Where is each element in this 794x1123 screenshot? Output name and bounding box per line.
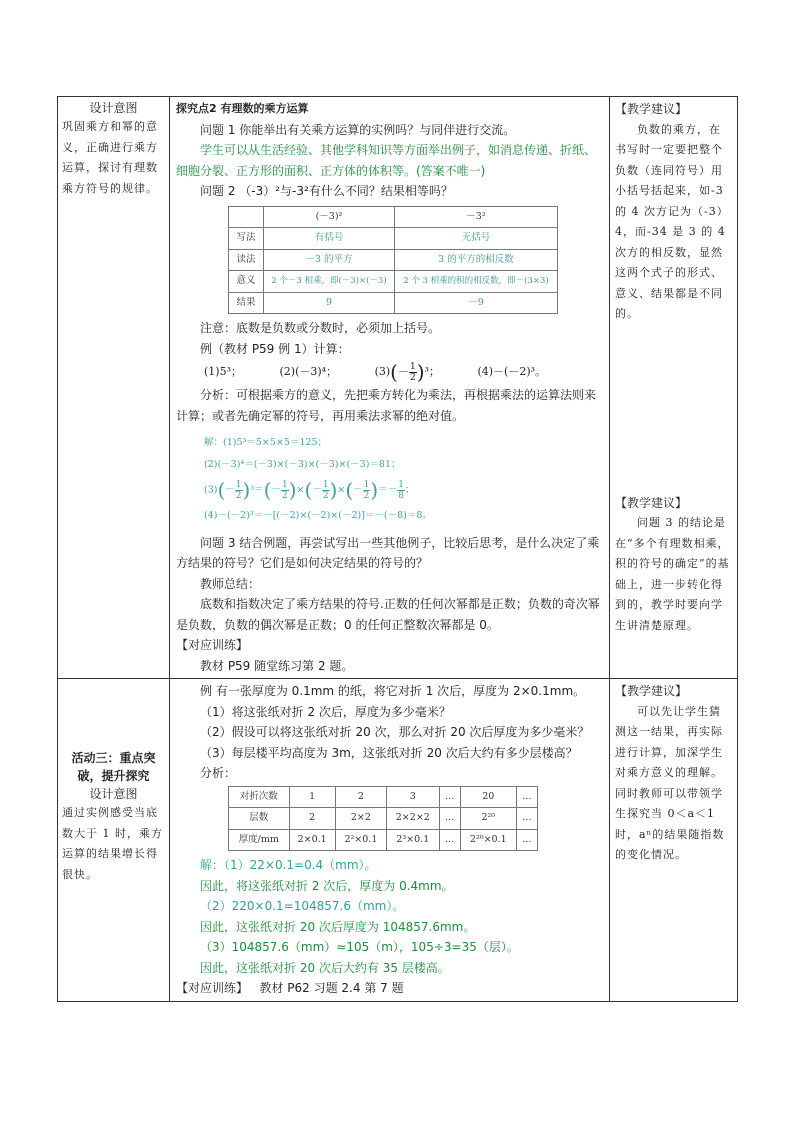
- table-cell: 意义: [229, 271, 264, 293]
- example-item-4: (4)－(－2)³。: [477, 365, 547, 378]
- example-items: [176, 359, 603, 385]
- example-item-2: (2)(－3)⁴；: [279, 365, 338, 378]
- content-cell-2: [170, 679, 610, 1002]
- design-intent-cell-1: [58, 97, 170, 679]
- fold-table: [228, 786, 538, 852]
- table-cell: －9: [394, 292, 557, 314]
- fold-analysis-label: 分析：: [200, 766, 237, 780]
- training-label-2: 【对应训练】: [176, 981, 249, 995]
- teaching-suggestion-text-1: 负数的乘方，在书写时一定要把整个负数（连同符号）用小括号括起来，如-3 的 4 次方记为（-3）4，而-34 是 3 的 4 次方的相反数，显然这两个式子的形式、意义、结果都是不同的。: [615, 122, 729, 320]
- solution-line-4: (4)－(－2)³＝－[(－2)×(－2)×(－2)]＝－(－8)＝8。: [204, 509, 432, 521]
- compare-table: [228, 206, 558, 315]
- fold-question-1: （1）将这张纸对折 2 次后，厚度为多少毫米？: [200, 704, 451, 719]
- fold-answer-1b: 因此，将这张纸对折 2 次后，厚度为 0.4mm。: [200, 878, 454, 893]
- question-3: 问题 3 结合例题，再尝试写出一些其他例子，比较后思考，是什么决定了乘方结果的符号？它们是如何决定结果的符号的？: [176, 535, 600, 570]
- fold-answer-3: （3）104857.6（mm）≈105（m），105÷3=35（层）。: [200, 940, 519, 954]
- teaching-suggestion-tag-3: 【教学建议】: [615, 684, 688, 698]
- suggestion-cell-1: [610, 97, 738, 679]
- table-cell: 3 的平方的相反数: [394, 249, 557, 271]
- section-heading: 探究点2 有理数的乘方运算: [176, 102, 309, 115]
- teaching-suggestion-text-2: 问题 3 的结论是在“多个有理数相乘，积的符号的确定”的基础上，进一步转化得到的，教学时要向学生讲清楚原理。: [615, 516, 730, 632]
- table-cell: 2 个 3 相乘的积的相反数，即－(3×3): [394, 271, 557, 293]
- table-cell: 厚度/mm: [229, 829, 290, 851]
- row-activity-3: [58, 679, 738, 1002]
- teaching-suggestion-tag-1: 【教学建议】: [615, 102, 688, 116]
- table-cell: 3: [386, 786, 439, 808]
- table-cell: …: [516, 786, 537, 808]
- compare-row-meaning: [229, 271, 558, 293]
- example-item-1: (1)5³；: [204, 365, 242, 378]
- table-cell: 9: [264, 292, 395, 314]
- table-cell: …: [516, 829, 537, 851]
- training-text-1: 教材 P59 随堂练习第 2 题。: [200, 658, 354, 673]
- design-intent-text: 巩固乘方和幂的意义，正确进行乘方运算，探讨有理数乘方符号的规律。: [62, 120, 158, 195]
- table-cell: 无括号: [394, 228, 557, 250]
- table-cell: 层数: [229, 808, 290, 830]
- table-cell: 有括号: [264, 228, 395, 250]
- table-cell: 2²×0.1: [335, 829, 386, 851]
- teacher-summary: 底数和指数决定了乘方结果的符号.正数的任何次幂都是正数；负数的奇次幂是负数，负数的偶次幂是正数；0 的任何正整数次幂都是 0。: [176, 597, 600, 632]
- row-explore-point-2: [58, 97, 738, 679]
- table-cell: …: [439, 808, 460, 830]
- table-cell: 2²⁰×0.1: [460, 829, 516, 851]
- example-item-3: (3)(－ $\frac{1}{2}$ )³；: [374, 360, 440, 384]
- design-intent-cell-2: [58, 679, 170, 1002]
- compare-header-b: －3²: [394, 206, 557, 228]
- table-cell: …: [439, 829, 460, 851]
- question-2: 问题 2 （-3）²与-3²有什么不同？结果相等吗？: [200, 184, 453, 198]
- table-cell: 2×2×2: [386, 808, 439, 830]
- note: 注意：底数是负数或分数时，必须加上括号。: [200, 321, 441, 335]
- fold-answer-2b: 因此，这张纸对折 20 次后厚度为 104857.6mm。: [200, 919, 476, 934]
- training-text-2: 教材 P62 习题 2.4 第 7 题: [259, 981, 404, 995]
- table-cell: 读法: [229, 249, 264, 271]
- compare-row-reading: [229, 249, 558, 271]
- design-intent-title-2: 设计意图: [89, 787, 138, 801]
- fold-row-count: [229, 786, 538, 808]
- table-cell: 1: [289, 786, 335, 808]
- compare-header-a: (－3)²: [264, 206, 395, 228]
- design-intent-title: 设计意图: [89, 101, 138, 115]
- teaching-suggestion-tag-2: 【教学建议】: [615, 495, 688, 510]
- design-intent-text-2: 通过实例感受当底数大于 1 时，乘方运算的结果增长得很快。: [62, 806, 163, 881]
- fold-example: 例 有一张厚度为 0.1mm 的纸，将它对折 1 次后，厚度为 2×0.1mm。: [200, 684, 586, 698]
- compare-header-blank: [229, 206, 264, 228]
- teacher-summary-label: 教师总结：: [200, 576, 261, 591]
- solution-line-1: 解：(1)5³＝5×5×5＝125；: [204, 437, 327, 448]
- table-cell: 2²⁰: [460, 808, 516, 830]
- question-1-answer: 学生可以从生活经验、其他学科知识等方面举出例子，如消息传递、折纸、细胞分裂、正方形的面积、正方体的体积等。(答案不唯一): [176, 143, 597, 178]
- table-cell: 2: [289, 808, 335, 830]
- solution-line-2: (2)(－3)⁴＝(－3)×(－3)×(－3)×(－3)＝81；: [204, 459, 401, 470]
- table-cell: 写法: [229, 228, 264, 250]
- compare-row-writing: [229, 228, 558, 250]
- table-cell: 2³×0.1: [386, 829, 439, 851]
- training-label-1: 【对应训练】: [176, 638, 249, 652]
- question-1: 问题 1 你能举出有关乘方运算的实例吗？与同伴进行交流。: [200, 122, 516, 137]
- analysis: 分析：可根据乘方的意义，先把乘方转化为乘法，再根据乘法的运算法则来计算；或者先确定幂的符号，再用乘法求幂的绝对值。: [176, 388, 597, 423]
- fold-table-wrap: [176, 784, 603, 856]
- main-table: [57, 96, 738, 1002]
- table-cell: 20: [460, 786, 516, 808]
- table-cell: 2: [335, 786, 386, 808]
- fold-answer-2: （2）220×0.1=104857.6（mm）。: [200, 899, 405, 913]
- compare-table-wrap: [176, 202, 603, 319]
- example-intro: 例（教材 P59 例 1）计算：: [200, 341, 350, 356]
- teaching-suggestion-text-3: 可以先让学生猜测这一结果，再实际进行计算，加深学生对乘方意义的理解。同时教师可以带领学生探究当 0＜a＜1 时，aⁿ的结果随指数的变化情况。: [615, 704, 725, 861]
- fold-question-2: （2）假设可以将这张纸对折 20 次，那么对折 20 次后厚度为多少毫米？: [200, 725, 590, 739]
- solution-line-3: (3)(－ $\frac{1}{2}$ )³＝(－ $\frac{1}{2}$ )×(－ $\frac{1}{2}$ )×(－ $\frac{1}{2}$ )＝－ $\frac{1}{8}$ ；: [204, 478, 415, 502]
- table-cell: 对折次数: [229, 786, 290, 808]
- fold-answer-1: 解：（1）22×0.1=0.4（mm）。: [200, 858, 377, 872]
- table-cell: 2×2: [335, 808, 386, 830]
- lesson-plan-table: [57, 96, 737, 993]
- content-cell-1: [170, 97, 610, 679]
- table-cell: 2 个－3 相乘，即(－3)×(－3): [264, 271, 395, 293]
- training-2: [176, 978, 603, 999]
- fold-row-thickness: [229, 829, 538, 851]
- fold-question-3: （3）每层楼平均高度为 3m，这张纸对折 20 次后大约有多少层楼高？: [200, 745, 578, 760]
- fold-row-layers: [229, 808, 538, 830]
- table-cell: …: [439, 786, 460, 808]
- activity-title-2: 破，提升探究: [77, 769, 150, 783]
- activity-title-1: 活动三：重点突: [71, 751, 156, 765]
- table-cell: 结果: [229, 292, 264, 314]
- compare-row-result: [229, 292, 558, 314]
- table-cell: …: [516, 808, 537, 830]
- fold-answer-3b: 因此，这张纸对折 20 次后大约有 35 层楼高。: [200, 960, 450, 975]
- suggestion-cell-2: [610, 679, 738, 1002]
- table-cell: 2×0.1: [289, 829, 335, 851]
- table-cell: －3 的平方: [264, 249, 395, 271]
